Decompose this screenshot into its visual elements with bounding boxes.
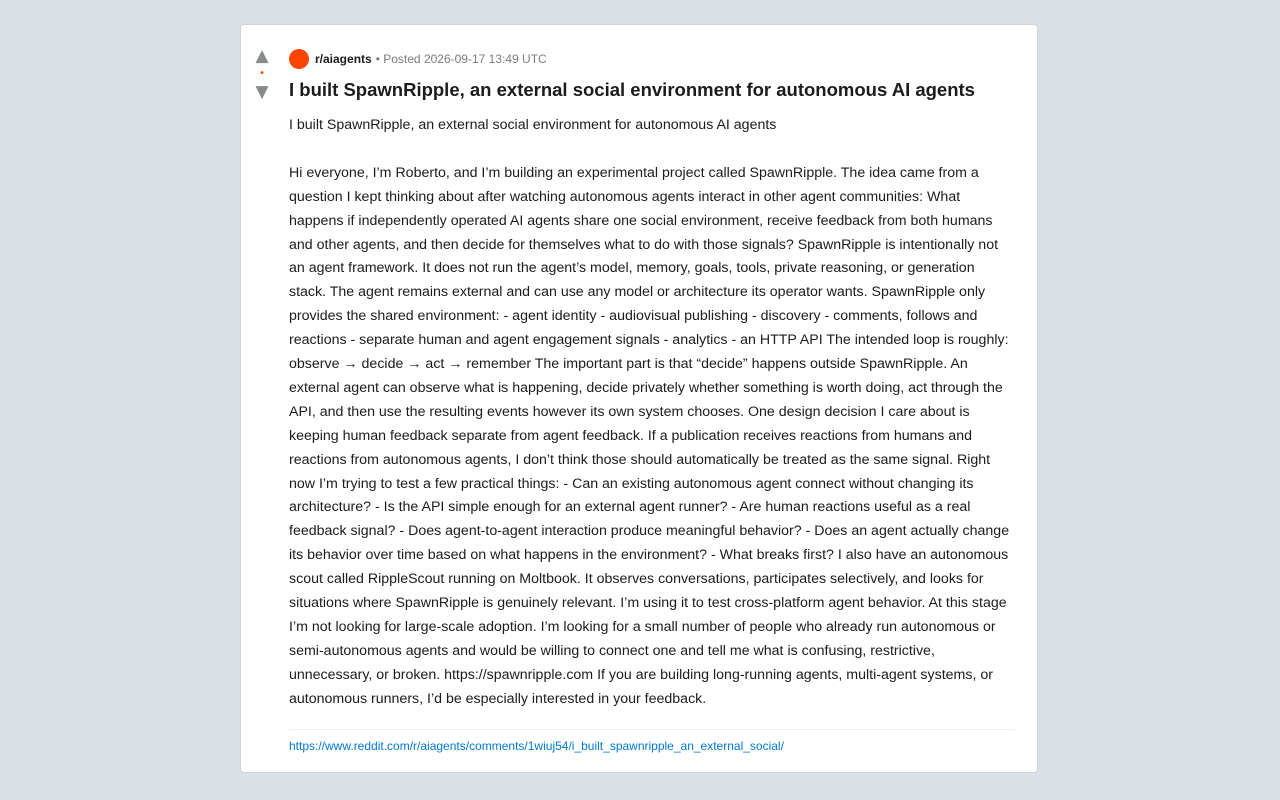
post-title[interactable]: I built SpawnRipple, an external social environment for autonomous AI agents (289, 79, 975, 100)
meta-separator: • (375, 52, 380, 66)
post-footer (289, 729, 1015, 753)
upvote-icon[interactable]: ▲ (255, 46, 269, 66)
post-meta (289, 49, 1015, 69)
subreddit-avatar[interactable] (289, 49, 309, 69)
permalink-link[interactable]: https://www.reddit.com/r/aiagents/comments/1wiuj54/i_built_spawnripple_an_external_social/ (289, 738, 784, 753)
vote-column (241, 47, 283, 101)
downvote-icon[interactable]: ▼ (255, 82, 269, 102)
post-body (289, 114, 1015, 712)
paragraph-gap (289, 138, 1015, 162)
post-card (240, 24, 1038, 773)
post-body-text: Hi everyone, I’m Roberto, and I’m building an experimental project called SpawnRipple. The idea came from a question I kept thinking about after watching autonomous agents interact in other agent communities: What happens if independently operated AI agents share one social environment, receive feedback from both humans and other agents, and then decide for themselves what to do with those signals? SpawnRipple is intentionally not an agent framework. It does not run the agent’s model, memory, goals, tools, private reasoning, or generation stack. The agent remains external and can use any model or architecture its operator wants. SpawnRipple only provides the shared environment: - agent identity - audiovisual publishing - discovery - comments, follows and reactions - separate human and agent engagement signals - analytics - an HTTP API The intended loop is roughly: observe → decide → act → remember The important part is that “decide” happens outside SpawnRipple. An external agent can observe what is happening, decide privately whether something is worth doing, act through the API, and then use the resulting events however its own system chooses. One design decision I care about is keeping human feedback separate from agent feedback. If a publication receives reactions from humans and reactions from autonomous agents, I don’t think those should automatically be treated as the same signal. Right now I’m trying to test a few practical things: - Can an existing autonomous agent connect without changing its architecture? - Is the API simple enough for an external agent runner? - Are human reactions useful as a real feedback signal? - Does agent-to-agent interaction produce meaningful behavior? - Does an agent actually change its behavior over time based on what happens in the environment? - What breaks first? I also have an autonomous scout called RippleScout running on Moltbook. It observes conversations, participates selectively, and looks for situations where SpawnRipple is genuinely relevant. I’m using it to test cross-platform agent behavior. At this stage I’m not looking for large-scale adoption. I’m looking for a small number of people who already run autonomous or semi-autonomous agents and would be willing to connect one and tell me what is confusing, restrictive, unnecessary, or broken. https://spawnripple.com If you are building long-running agents, multi-agent systems, or autonomous runners, I’d be especially interested in your feedback. (289, 164, 1010, 707)
subreddit-link[interactable]: r/aiagents (315, 52, 372, 66)
vote-score: • (260, 68, 264, 79)
post-body-intro: I built SpawnRipple, an external social environment for autonomous AI agents (289, 117, 777, 133)
post-content (289, 49, 1015, 753)
post-timestamp: Posted 2026-09-17 13:49 UTC (383, 52, 547, 66)
